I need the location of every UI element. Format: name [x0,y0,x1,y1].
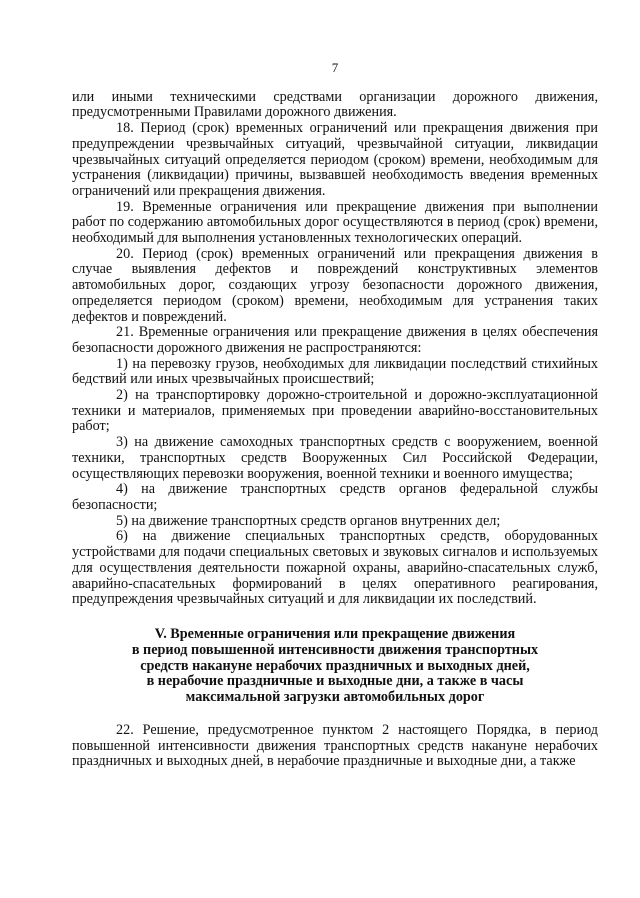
paragraph-17-continuation: или иными техническими средствами организации дорожного движения, предусмотренными Правилами дорожного движения. [72,88,598,121]
paragraph-18: 18. Период (срок) временных ограничений или прекращения движения при предупреждении чрезвычайных ситуаций, чрезвычайной ситуации, ликвидации чрезвычайных ситуаций определяется периодом (сроком) времени, необходимым для устранения (ликвидации) причины, вызвавшей необходимость введения временных ограничений или прекращения движения. [72,120,598,199]
paragraph-22: 22. Решение, предусмотренное пунктом 2 настоящего Порядка, в период повышенной интенсивности движения транспортных средств накануне нерабочих праздничных и выходных дней, в нерабочие праздничные и выходные дни, а также [72,721,598,770]
paragraph-21-item-1: 1) на перевозку грузов, необходимых для ликвидации последствий стихийных бедствий или иных чрезвычайных происшествий; [72,355,598,388]
paragraph-21-item-2: 2) на транспортировку дорожно-строительной и дорожно-эксплуатационной техники и материалов, применяемых при проведении аварийно-восстановительных работ; [72,387,598,435]
paragraph-21-item-5: 5) на движение транспортных средств органов внутренних дел; [116,512,501,529]
section-heading-line: в период повышенной интенсивности движения транспортных [131,641,539,658]
section-heading-line: в нерабочие праздничные и выходные дни, а также в часы [146,673,524,690]
paragraph-21-item-3: 3) на движение самоходных транспортных средств с вооружением, военной техники, транспортных средств Вооруженных Сил Российской Федерации, осуществляющих перевозки вооружения, военной техники и военного имущества; [72,434,598,482]
page-number: 7 [331,60,339,75]
section-heading-line: средств накануне нерабочих праздничных и выходных дней, [140,657,530,674]
paragraph-21-item-6: 6) на движение специальных транспортных средств, оборудованных устройствами для подачи специальных световых и звуковых сигналов и используемых для осуществления деятельности пожарной охраны, аварийно-спасательных служб, аварийно-спасательных формирований в целях оперативного реагирования, предупреждения чрезвычайных ситуаций и для ликвидации их последствий. [72,528,598,608]
paragraph-19: 19. Временные ограничения или прекращение движения при выполнении работ по содержанию автомобильных дорог осуществляются в период (срок) времени, необходимый для выполнения установленных технологических операций. [72,198,598,247]
body-text-before-heading [72,90,598,608]
paragraph-20: 20. Период (срок) временных ограничений или прекращения движения в случае выявления дефектов и повреждений конструктивных элементов автомобильных дорог, создающих угрозу безопасности дорожного движения, определяется периодом (сроком) времени, необходимым для устранения таких дефектов и повреждений. [72,245,598,325]
paragraph-21-item-4: 4) на движение транспортных средств органов федеральной службы безопасности; [72,481,598,513]
section-heading-line: V. Временные ограничения или прекращение движения [154,625,516,642]
paragraph-21: 21. Временные ограничения или прекращение движения в целях обеспечения безопасности дорожного движения не распространяются: [72,324,598,356]
section-heading-line: максимальной загрузки автомобильных дорог [185,689,485,706]
section-heading [72,627,598,706]
body-text-after-heading [72,723,598,770]
